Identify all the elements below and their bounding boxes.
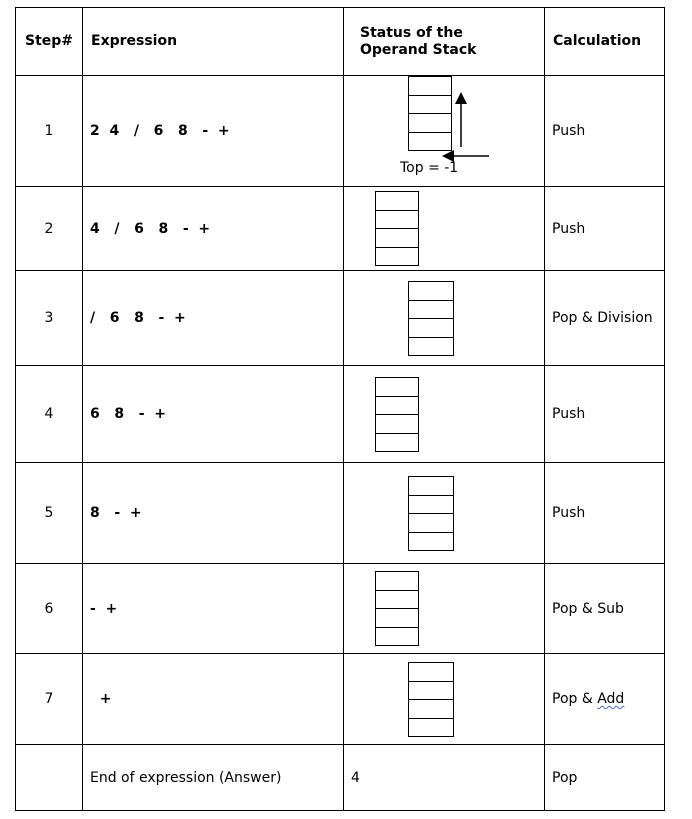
header-stack: Status of the Operand Stack — [344, 8, 545, 76]
expression-cell: 6 8 - + — [83, 366, 344, 463]
calculation-cell: Push — [545, 187, 665, 271]
table-row — [16, 564, 665, 654]
table-row — [16, 654, 665, 745]
stack-diagram — [408, 281, 454, 356]
calculation-cell: Pop & Sub — [545, 564, 665, 654]
step-number: 7 — [16, 654, 83, 745]
calculation-cell: Pop — [545, 745, 665, 811]
calculation-cell: Push — [545, 463, 665, 564]
expression-cell: End of expression (Answer) — [83, 745, 344, 811]
stack-cell — [344, 366, 545, 463]
stack-diagram — [375, 377, 419, 452]
expression-cell: + — [83, 654, 344, 745]
stack-diagram — [408, 476, 454, 551]
step-number: 2 — [16, 187, 83, 271]
expression-cell: 4 / 6 8 - + — [83, 187, 344, 271]
header-calculation: Calculation — [545, 8, 665, 76]
table-row — [16, 463, 665, 564]
table-row — [16, 271, 665, 366]
stack-evaluation-table — [15, 7, 665, 811]
header-expression: Expression — [83, 8, 344, 76]
answer-value: 4 — [344, 745, 545, 811]
stack-cell — [344, 564, 545, 654]
header-step: Step# — [16, 8, 83, 76]
expression-cell: / 6 8 - + — [83, 271, 344, 366]
table-row — [16, 187, 665, 271]
stack-cell — [344, 463, 545, 564]
header-row — [16, 8, 665, 76]
step-number — [16, 745, 83, 811]
calculation-prefix: Pop & — [552, 691, 598, 707]
expression-cell: - + — [83, 564, 344, 654]
stack-diagram — [375, 571, 419, 646]
stack-diagram — [408, 662, 454, 737]
step-number: 4 — [16, 366, 83, 463]
calculation-cell: Pop & Division — [545, 271, 665, 366]
final-row — [16, 745, 665, 811]
calculation-spellcheck-word: Add — [597, 691, 625, 707]
step-number: 6 — [16, 564, 83, 654]
calculation-cell — [545, 654, 665, 745]
step-number: 1 — [16, 76, 83, 187]
expression-cell: 8 - + — [83, 463, 344, 564]
table-row — [16, 76, 665, 187]
top-label: Top = -1 — [400, 160, 459, 176]
expression-cell: 2 4 / 6 8 - + — [83, 76, 344, 187]
calculation-cell: Push — [545, 366, 665, 463]
step-number: 5 — [16, 463, 83, 564]
table-row — [16, 366, 665, 463]
calculation-cell: Push — [545, 76, 665, 187]
stack-cell — [344, 654, 545, 745]
stack-cell — [344, 187, 545, 271]
stack-cell — [344, 271, 545, 366]
step-number: 3 — [16, 271, 83, 366]
stack-cell — [344, 76, 545, 187]
stack-diagram — [375, 191, 419, 266]
